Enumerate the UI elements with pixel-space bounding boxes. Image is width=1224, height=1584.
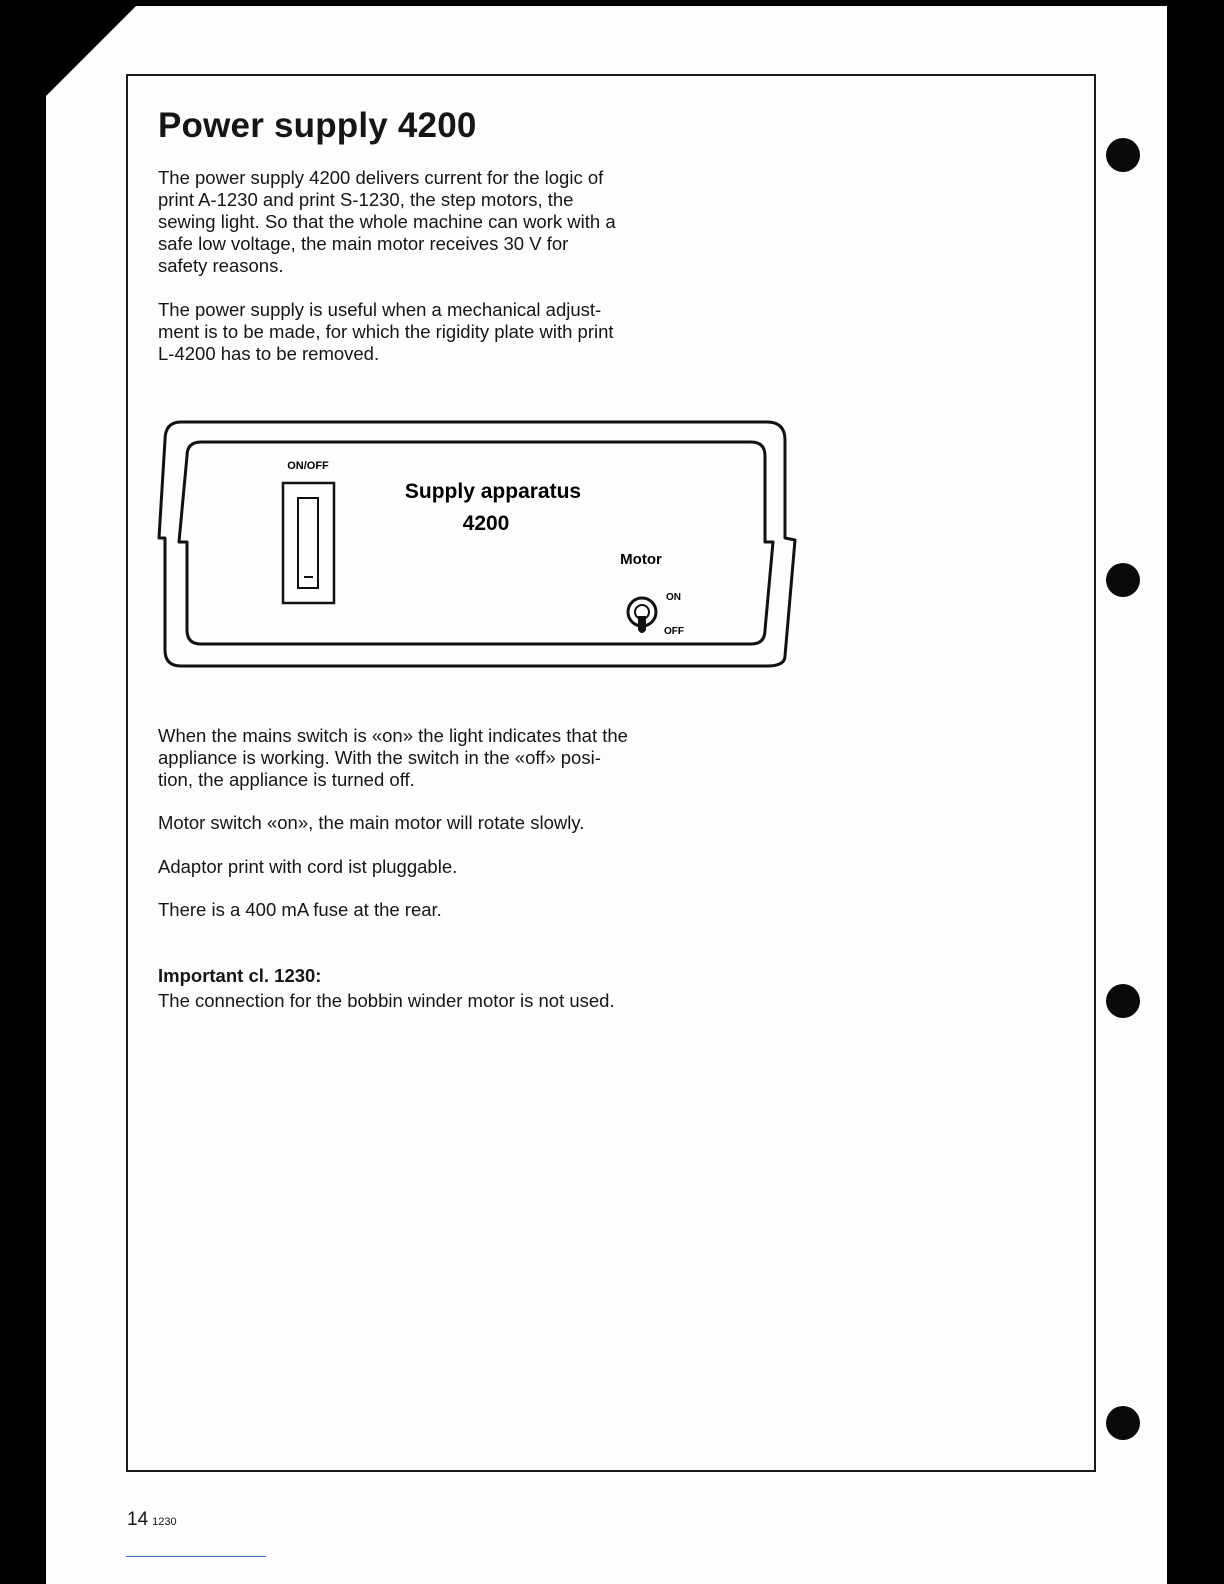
text-line: When the mains switch is «on» the light indicates that the [158, 725, 628, 746]
model-number: 1230 [152, 1516, 177, 1528]
motor-switch-note: Motor switch «on», the main motor will rotate slowly. [158, 812, 585, 833]
scan-corner-shadow [46, 6, 136, 96]
page-title: Power supply 4200 [158, 106, 477, 145]
text-line: The power supply is useful when a mechanical adjust- [158, 299, 602, 320]
motor-toggle-switch [628, 598, 656, 633]
text-line: safety reasons. [158, 255, 284, 276]
text-line: print A-1230 and print S-1230, the step motors, the [158, 189, 574, 210]
important-text: The connection for the bobbin winder motor is not used. [158, 990, 615, 1011]
text-line: safe low voltage, the main motor receives 30 V for [158, 233, 569, 254]
motor-label: Motor [620, 551, 662, 568]
footer-rule [126, 1556, 266, 1557]
device-model: 4200 [462, 512, 510, 535]
text-line: ment is to be made, for which the rigidity plate with print [158, 321, 614, 342]
binder-hole [1106, 984, 1140, 1018]
fuse-note: There is a 400 mA fuse at the rear. [158, 899, 442, 920]
text-line: tion, the appliance is turned off. [158, 769, 415, 790]
mains-switch-housing [283, 483, 334, 603]
mains-switch-rocker [298, 498, 318, 588]
supply-apparatus-diagram [155, 418, 805, 676]
motor-on-label: ON [666, 592, 681, 603]
housing-outline [159, 422, 795, 666]
switch-label: ON/OFF [287, 460, 329, 472]
page-footer [127, 1509, 177, 1531]
front-panel-outline [179, 442, 773, 644]
motor-off-label: OFF [664, 626, 684, 637]
binder-hole [1106, 1406, 1140, 1440]
page-number: 14 [127, 1509, 149, 1530]
mains-switch-paragraph [158, 725, 648, 791]
text-line: sewing light. So that the whole machine can work with a [158, 211, 616, 232]
text-line: appliance is working. With the switch in the «off» posi- [158, 747, 601, 768]
important-heading: Important cl. 1230: [158, 965, 322, 986]
intro-paragraph [158, 167, 648, 277]
text-line: L-4200 has to be removed. [158, 343, 380, 364]
text-line: The power supply 4200 delivers current for the logic of [158, 167, 604, 188]
binder-hole [1106, 563, 1140, 597]
adaptor-note: Adaptor print with cord ist pluggable. [158, 856, 458, 877]
binder-hole [1106, 138, 1140, 172]
device-name: Supply apparatus [404, 480, 582, 503]
adjustment-paragraph [158, 299, 648, 365]
